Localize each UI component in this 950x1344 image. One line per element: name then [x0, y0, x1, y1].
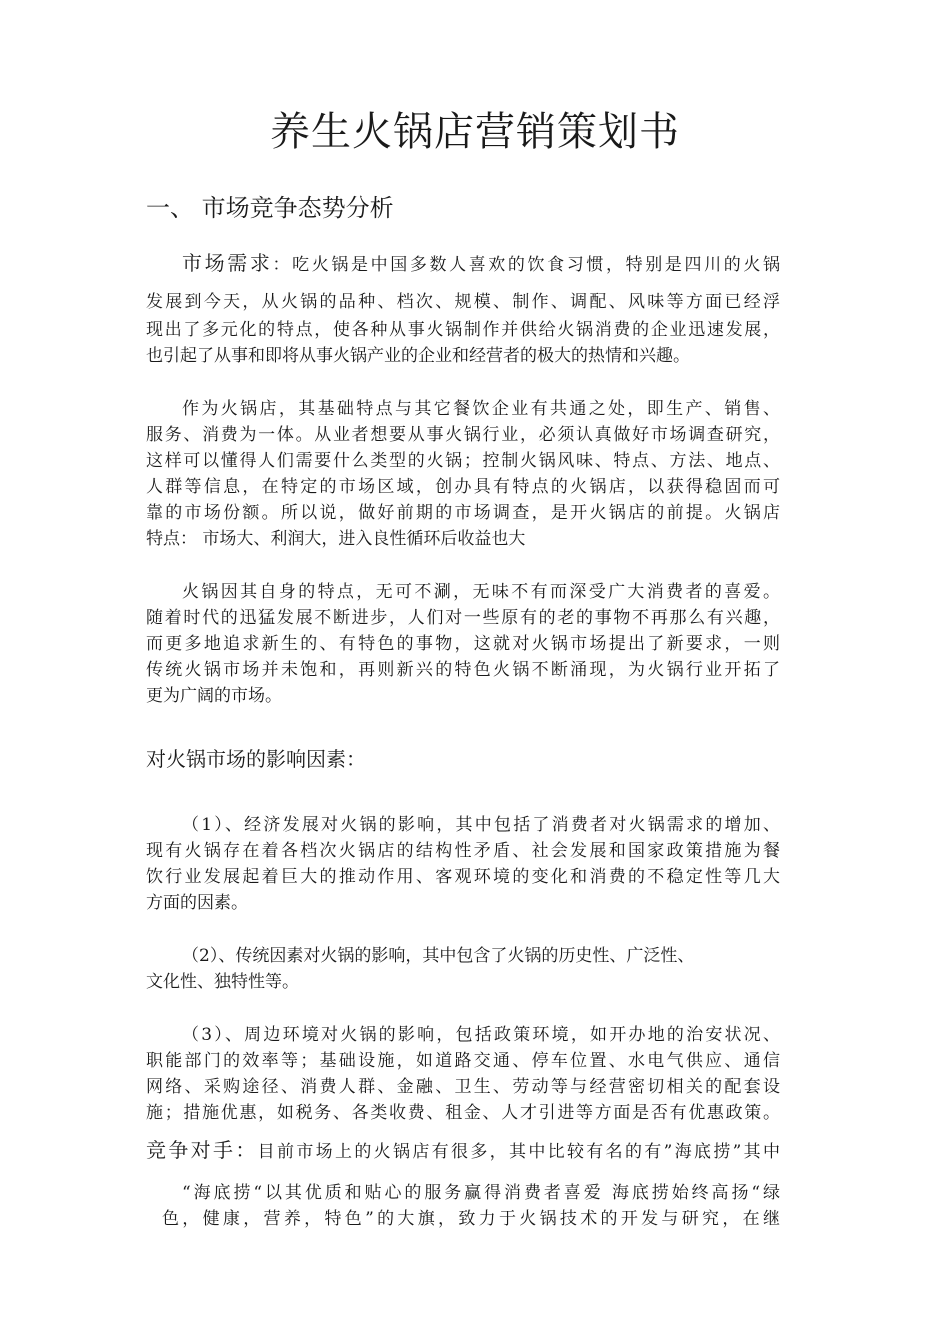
factor-3-line-2: 职能部门的效率等；基础设施，如道路交通、停车位置、水电气供应、通信	[146, 1051, 780, 1071]
document-title: 养生火锅店营销策划书	[270, 109, 680, 155]
competitor-line-3: 色，健康，营养，特色”的大旗，致力于火锅技术的开发与研究，在继	[162, 1209, 780, 1229]
market-demand-line-1	[182, 249, 780, 279]
paragraph-2-line-4: 人群等信息，在特定的市场区域，创办具有特点的火锅店，以获得稳固而可	[146, 477, 780, 497]
competitor-label: 竞争对手：	[146, 1138, 258, 1162]
paragraph-3-line-1: 火锅因其自身的特点，无可不涮，无味不有而深受广大消费者的喜爱。	[182, 582, 780, 602]
factor-1-line-1: （1）、经济发展对火锅的影响，其中包括了消费者对火锅需求的增加、	[182, 815, 780, 835]
paragraph-2-line-2: 服务、消费为一体。从业者想要从事火锅行业，必须认真做好市场调查研究，	[146, 425, 780, 445]
market-demand-line-2: 发展到今天，从火锅的品种、档次、规模、制作、调配、风味等方面已经浮	[146, 292, 780, 312]
paragraph-2-line-3: 这样可以懂得人们需要什么类型的火锅；控制火锅风味、特点、方法、地点、	[146, 451, 780, 471]
market-demand-line-4: 也引起了从事和即将从事火锅产业的企业和经营者的极大的热情和兴趣。	[146, 346, 690, 366]
market-demand-line-3: 现出了多元化的特点，使各种从事火锅制作并供给火锅消费的企业迅速发展，	[146, 320, 780, 340]
factor-1-line-2: 现有火锅存在着各档次火锅店的结构性矛盾、社会发展和国家政策措施为餐	[146, 841, 780, 861]
factor-3-line-1: （3）、周边环境对火锅的影响，包括政策环境，如开办地的治安状况、	[182, 1025, 780, 1045]
paragraph-3-line-5: 更为广阔的市场。	[146, 686, 282, 706]
section-heading-market-analysis: 一、 市场竞争态势分析	[146, 194, 394, 222]
paragraph-2-line-6: 特点： 市场大、利润大，进入良性循环后收益也大	[146, 529, 526, 549]
paragraph-2-line-5: 靠的市场份额。所以说，做好前期的市场调查，是开火锅店的前提。火锅店	[146, 503, 780, 523]
factor-3-line-4: 施；措施优惠，如税务、各类收费、租金、人才引进等方面是否有优惠政策。	[146, 1103, 780, 1123]
paragraph-3-line-3: 而更多地追求新生的、有特色的事物，这就对火锅市场提出了新要求，一则	[146, 634, 780, 654]
paragraph-3-line-4: 传统火锅市场并未饱和，再则新兴的特色火锅不断涌现，为火锅行业开拓了	[146, 660, 780, 680]
competitor-line-1	[146, 1136, 780, 1166]
competitor-text: 目前市场上的火锅店有很多，其中比较有名的有”海底捞”其中	[257, 1142, 781, 1162]
market-demand-text: ：吃火锅是中国多数人喜欢的饮食习惯，特别是四川的火锅	[272, 255, 781, 275]
factor-2-line-2: 文化性、独特性等。	[146, 972, 299, 992]
factor-1-line-3: 饮行业发展起着巨大的推动作用、客观环境的变化和消费的不稳定性等几大	[146, 867, 780, 887]
factor-3-line-3: 网络、采购途径、消费人群、金融、卫生、劳动等与经营密切相关的配套设	[146, 1077, 780, 1097]
market-demand-label: 市场需求	[182, 251, 273, 275]
factor-2-line-1: （2）、传统因素对火锅的影响，其中包含了火锅的历史性、广泛性、	[182, 946, 695, 966]
factors-heading: 对火锅市场的影响因素：	[146, 747, 366, 771]
competitor-line-2: “海底捞“以其优质和贴心的服务赢得消费者喜爱 海底捞始终高扬“绿	[182, 1183, 780, 1203]
factor-1-line-4: 方面的因素。	[146, 893, 248, 913]
paragraph-3-line-2: 随着时代的迅猛发展不断进步，人们对一些原有的老的事物不再那么有兴趣，	[146, 608, 780, 628]
paragraph-2-line-1: 作为火锅店，其基础特点与其它餐饮企业有共通之处，即生产、销售、	[182, 399, 780, 419]
